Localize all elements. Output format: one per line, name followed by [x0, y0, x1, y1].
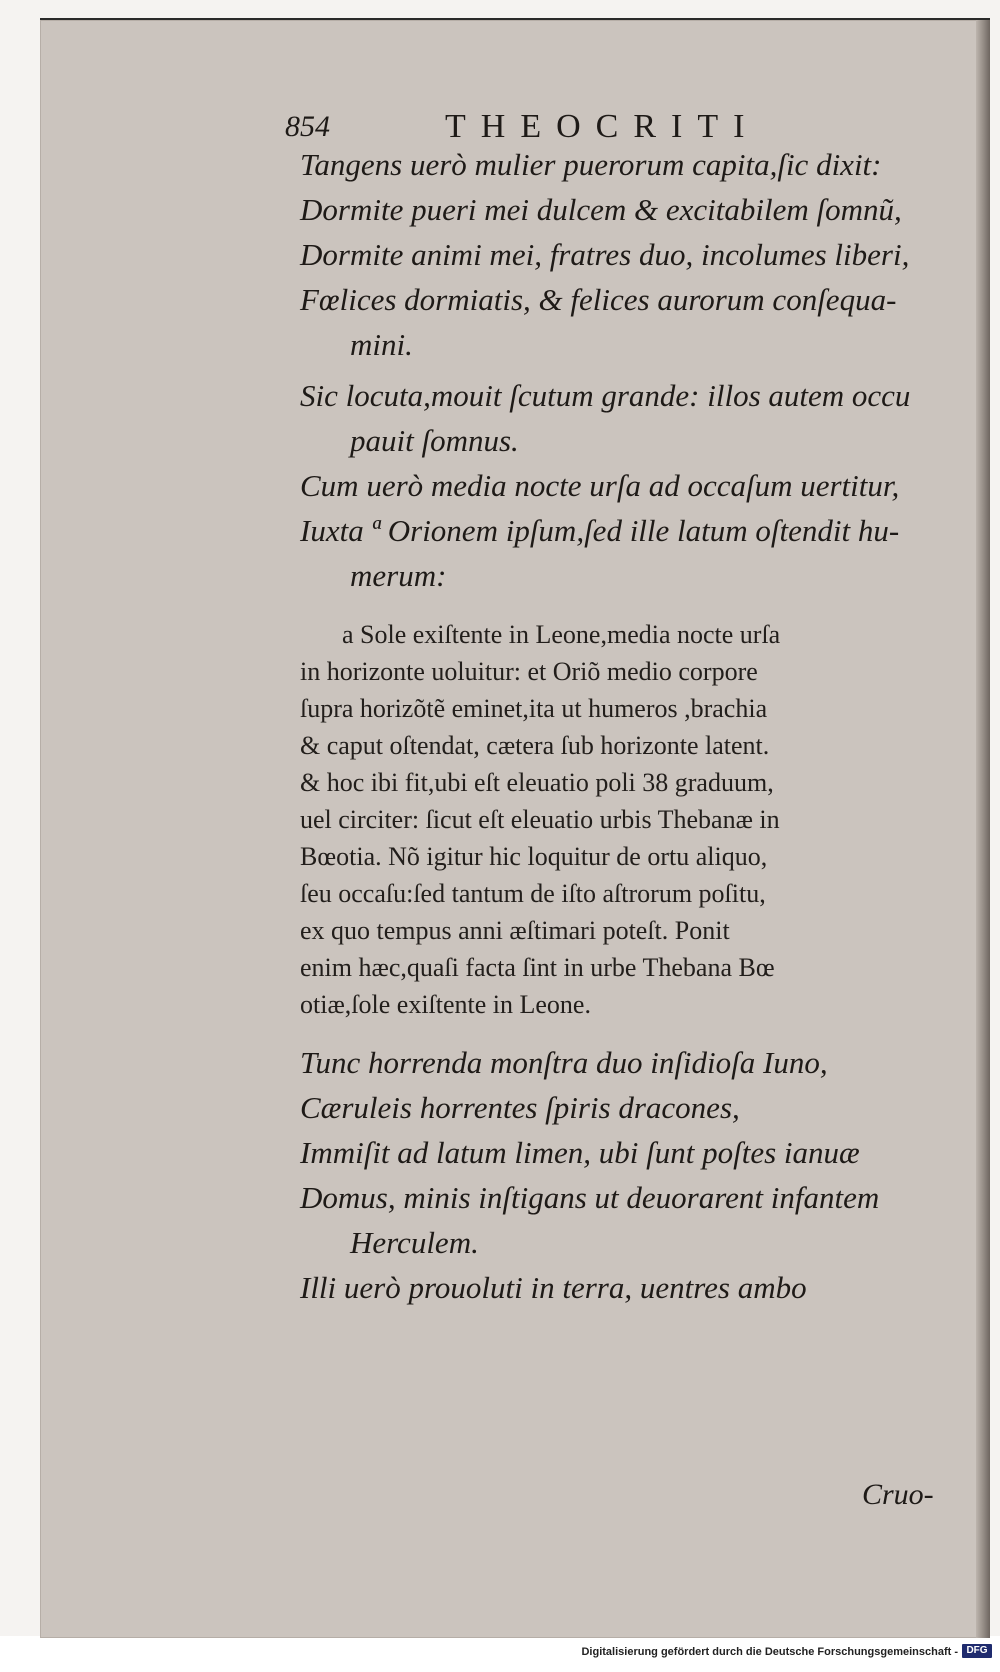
page-fore-edge [976, 20, 990, 1638]
text-line: Domus, minis inſtigans ut deuorarent infantem [300, 1180, 880, 1215]
text-line: Iuxta ª Orionem ipſum,ſed ille latum oſtendit hu- [300, 513, 900, 548]
text-line: Tunc horrenda monſtra duo inſidioſa Iuno, [300, 1045, 828, 1080]
text-line: enim hæc,quaſi facta ſint in urbe Thebana Bœ [300, 953, 775, 982]
folio-number: 854 [285, 110, 330, 143]
text-line: Cum uerò media nocte urſa ad occaſum uertitur, [300, 468, 900, 503]
text-line: otiæ,ſole exiſtente in Leone. [300, 990, 591, 1019]
footer-credit: Digitalisierung gefördert durch die Deutsche Forschungsgemeinschaft - [581, 1646, 958, 1658]
text-line: uel circiter: ſicut eſt eleuatio urbis Thebanæ in [300, 805, 780, 834]
verse-block-1 [300, 142, 960, 367]
text-line: ſupra horizõtẽ eminet,ita ut humeros ,brachia [300, 694, 768, 723]
dfg-logo-icon: DFG [962, 1644, 992, 1658]
text-line: pauit ſomnus. [350, 423, 519, 458]
verse-block-2 [300, 373, 960, 598]
text-line: mini. [350, 327, 413, 362]
text-line: ex quo tempus anni æſtimari poteſt. Ponit [300, 916, 730, 945]
text-line: in horizonte uoluitur: et Oriõ medio corpore [300, 657, 758, 686]
text-line: Illi uerò prouoluti in terra, uentres ambo [300, 1270, 807, 1305]
text-line: Fœlices dormiatis, & felices aurorum conſequa- [300, 282, 897, 317]
text-line: Dormite animi mei, fratres duo, incolumes liberi, [300, 237, 910, 272]
text-line: Sic locuta,mouit ſcutum grande: illos autem occu [300, 378, 911, 413]
text-line: Tangens uerò mulier puerorum capita,ſic dixit: [300, 147, 882, 182]
text-line: Herculem. [350, 1225, 479, 1260]
text-line: Immiſit ad latum limen, ubi ſunt poſtes ianuæ [300, 1135, 860, 1170]
text-line: Cæruleis horrentes ſpiris dracones, [300, 1090, 740, 1125]
text-line: merum: [350, 558, 447, 593]
text-line: & hoc ibi fit,ubi eſt eleuatio poli 38 graduum, [300, 768, 774, 797]
text-line: ſeu occaſu:ſed tantum de iſto aſtrorum poſitu, [300, 879, 766, 908]
text-line: a Sole exiſtente in Leone,media nocte urſa [342, 620, 781, 649]
running-title: THEOCRITI [445, 108, 760, 145]
text-line: Dormite pueri mei dulcem & excitabilem ſomnũ, [300, 192, 902, 227]
verse-block-3 [300, 1040, 960, 1310]
text-line: Bœotia. Nõ igitur hic loquitur de ortu aliquo, [300, 842, 768, 871]
text-line: & caput oſtendat, cætera ſub horizonte latent. [300, 731, 770, 760]
commentary-note [300, 616, 960, 1023]
digitization-footer [0, 1638, 1000, 1672]
catchword: Cruo- [862, 1478, 934, 1511]
